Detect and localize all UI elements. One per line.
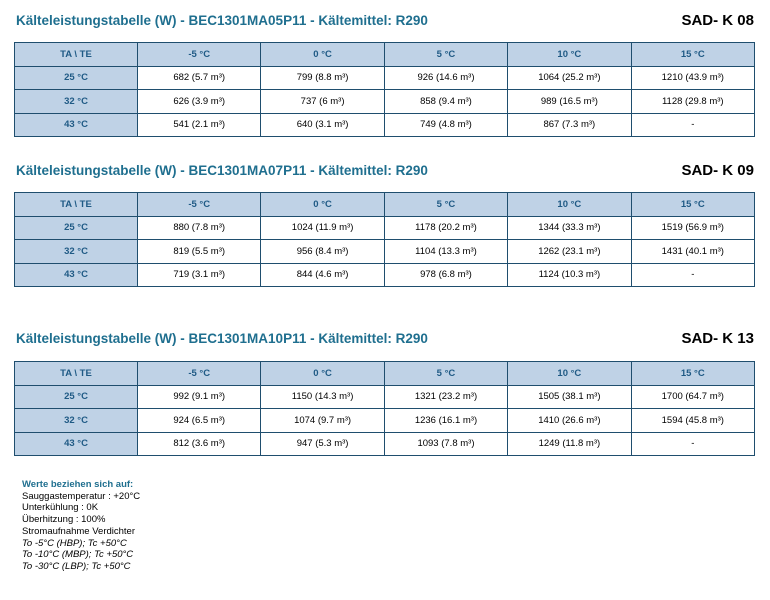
capacity-table	[14, 192, 755, 287]
model-label: SAD- K 13	[681, 330, 754, 347]
table-cell: 989 (16.5 m³)	[508, 90, 631, 114]
note-line: Sauggastemperatur : +20°C	[22, 490, 141, 502]
table-cell: -	[631, 432, 754, 456]
table-cell: 956 (8.4 m³)	[261, 240, 384, 264]
table-cell: 978 (6.8 m³)	[384, 263, 507, 287]
table-header-row	[15, 193, 755, 217]
model-label: SAD- K 08	[681, 12, 754, 29]
column-header: TA \ TE	[15, 362, 138, 386]
table-cell: 799 (8.8 m³)	[261, 66, 384, 90]
row-header: 32 °C	[15, 409, 138, 433]
table-row	[15, 432, 755, 456]
table-cell: 1594 (45.8 m³)	[631, 409, 754, 433]
section-title: Kälteleistungstabelle (W) - BEC1301MA10P11 - Kältemittel: R290	[16, 331, 428, 346]
table-cell: 1178 (20.2 m³)	[384, 216, 507, 240]
table-cell: 924 (6.5 m³)	[138, 409, 261, 433]
table-row	[15, 113, 755, 137]
table-cell: 1262 (23.1 m³)	[508, 240, 631, 264]
table-cell: 719 (3.1 m³)	[138, 263, 261, 287]
note-line-italic: To -5°C (HBP); Tc +50°C	[22, 537, 127, 549]
row-header: 32 °C	[15, 240, 138, 264]
row-header: 43 °C	[15, 113, 138, 137]
section-title: Kälteleistungstabelle (W) - BEC1301MA05P11 - Kältemittel: R290	[16, 13, 428, 28]
column-header: 0 °C	[261, 193, 384, 217]
table-cell: 1124 (10.3 m³)	[508, 263, 631, 287]
table-cell: 1104 (13.3 m³)	[384, 240, 507, 264]
column-header: 15 °C	[631, 362, 754, 386]
capacity-table	[14, 42, 755, 137]
table-cell: 1700 (64.7 m³)	[631, 385, 754, 409]
table-cell: 812 (3.6 m³)	[138, 432, 261, 456]
table-row	[15, 409, 755, 433]
table-row	[15, 385, 755, 409]
table-cell: 541 (2.1 m³)	[138, 113, 261, 137]
note-line: Unterkühlung : 0K	[22, 502, 99, 514]
table-header-row	[15, 43, 755, 67]
notes-heading: Werte beziehen sich auf:	[22, 479, 134, 490]
column-header: 15 °C	[631, 193, 754, 217]
row-header: 43 °C	[15, 432, 138, 456]
note-line-italic: To -10°C (MBP); Tc +50°C	[22, 549, 134, 561]
column-header: 15 °C	[631, 43, 754, 67]
table-cell: 1128 (29.8 m³)	[631, 90, 754, 114]
table-cell: 1150 (14.3 m³)	[261, 385, 384, 409]
row-header: 25 °C	[15, 66, 138, 90]
table-header-row	[15, 362, 755, 386]
column-header: 5 °C	[384, 193, 507, 217]
table-cell: 682 (5.7 m³)	[138, 66, 261, 90]
capacity-table	[14, 361, 755, 456]
table-cell: 1431 (40.1 m³)	[631, 240, 754, 264]
column-header: -5 °C	[138, 362, 261, 386]
table-cell: -	[631, 263, 754, 287]
table-cell: 844 (4.6 m³)	[261, 263, 384, 287]
column-header: 10 °C	[508, 43, 631, 67]
table-cell: 626 (3.9 m³)	[138, 90, 261, 114]
row-header: 32 °C	[15, 90, 138, 114]
column-header: TA \ TE	[15, 43, 138, 67]
table-cell: 1410 (26.6 m³)	[508, 409, 631, 433]
reference-notes	[22, 479, 140, 573]
table-cell: 926 (14.6 m³)	[384, 66, 507, 90]
table-cell: 1249 (11.8 m³)	[508, 432, 631, 456]
table-cell: 1321 (23.2 m³)	[384, 385, 507, 409]
column-header: -5 °C	[138, 43, 261, 67]
table-row	[15, 263, 755, 287]
note-line: Überhitzung : 100%	[22, 514, 106, 526]
table-cell: 1344 (33.3 m³)	[508, 216, 631, 240]
table-cell: 1093 (7.8 m³)	[384, 432, 507, 456]
column-header: TA \ TE	[15, 193, 138, 217]
table-cell: 819 (5.5 m³)	[138, 240, 261, 264]
section-title: Kälteleistungstabelle (W) - BEC1301MA07P11 - Kältemittel: R290	[16, 163, 428, 178]
column-header: 5 °C	[384, 362, 507, 386]
column-header: 0 °C	[261, 362, 384, 386]
row-header: 43 °C	[15, 263, 138, 287]
table-cell: 1210 (43.9 m³)	[631, 66, 754, 90]
table-cell: 1236 (16.1 m³)	[384, 409, 507, 433]
table-cell: 640 (3.1 m³)	[261, 113, 384, 137]
note-line: Stromaufnahme Verdichter	[22, 525, 136, 537]
column-header: 10 °C	[508, 193, 631, 217]
column-header: 10 °C	[508, 362, 631, 386]
note-line-italic: To -30°C (LBP); Tc +50°C	[22, 560, 131, 572]
table-cell: 858 (9.4 m³)	[384, 90, 507, 114]
table-cell: 880 (7.8 m³)	[138, 216, 261, 240]
table-row	[15, 66, 755, 90]
table-row	[15, 216, 755, 240]
table-cell: 749 (4.8 m³)	[384, 113, 507, 137]
table-cell: 1064 (25.2 m³)	[508, 66, 631, 90]
table-row	[15, 90, 755, 114]
row-header: 25 °C	[15, 385, 138, 409]
row-header: 25 °C	[15, 216, 138, 240]
column-header: 0 °C	[261, 43, 384, 67]
model-label: SAD- K 09	[681, 162, 754, 179]
column-header: -5 °C	[138, 193, 261, 217]
table-cell: 737 (6 m³)	[261, 90, 384, 114]
table-cell: 1074 (9.7 m³)	[261, 409, 384, 433]
table-cell: 1024 (11.9 m³)	[261, 216, 384, 240]
table-cell: 1519 (56.9 m³)	[631, 216, 754, 240]
table-cell: 992 (9.1 m³)	[138, 385, 261, 409]
column-header: 5 °C	[384, 43, 507, 67]
table-cell: 1505 (38.1 m³)	[508, 385, 631, 409]
table-cell: -	[631, 113, 754, 137]
table-cell: 867 (7.3 m³)	[508, 113, 631, 137]
table-cell: 947 (5.3 m³)	[261, 432, 384, 456]
table-row	[15, 240, 755, 264]
